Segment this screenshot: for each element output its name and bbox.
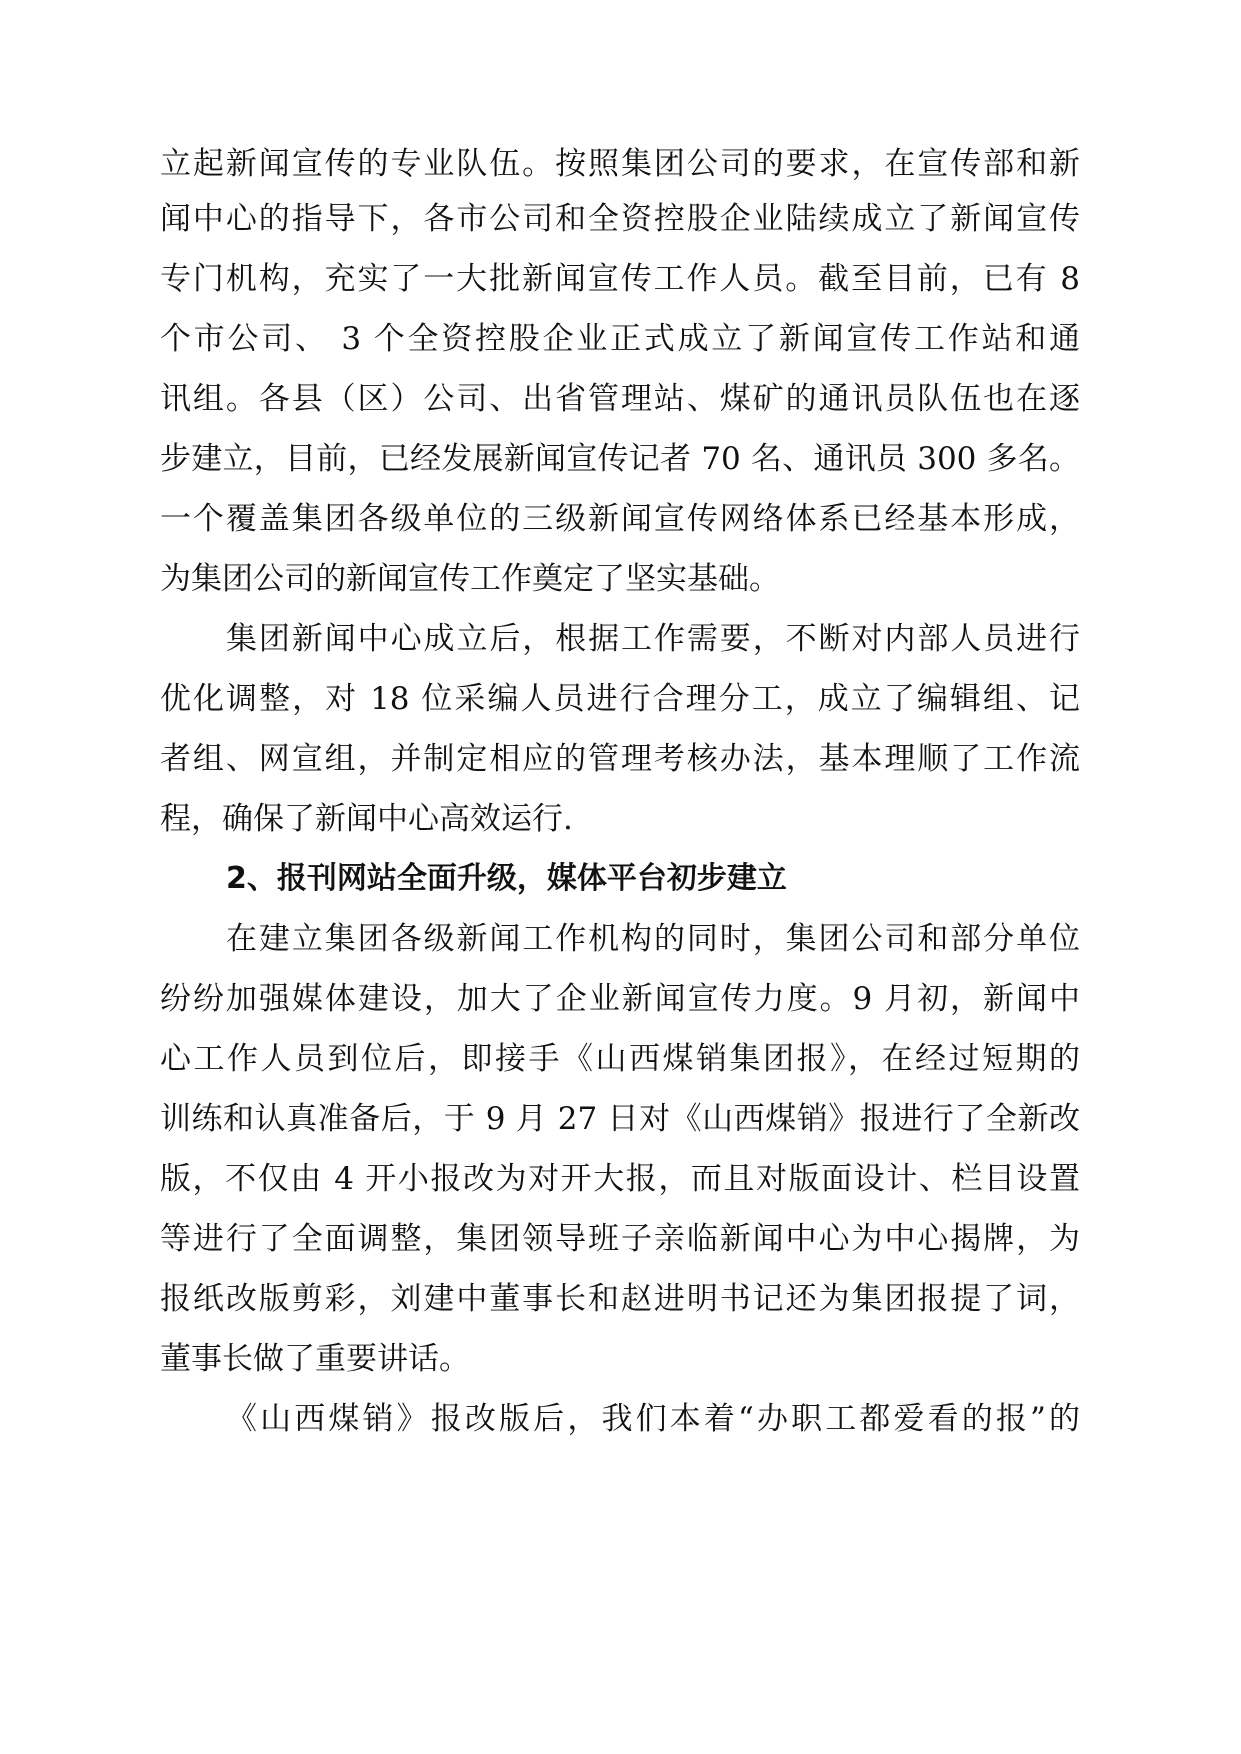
paragraph-line: 在建立集团各级新闻工作机构的同时，集团公司和部分单位 (226, 921, 1080, 957)
paragraph-line: 讯组。各县（区）公司、出省管理站、煤矿的通讯员队伍也在逐 (160, 381, 1080, 417)
paragraph-line: 优化调整，对 18 位采编人员进行合理分工，成立了编辑组、记 (160, 681, 1080, 717)
paragraph-line: 个市公司、 3 个全资控股企业正式成立了新闻宣传工作站和通 (160, 321, 1080, 357)
paragraph-line: 一个覆盖集团各级单位的三级新闻宣传网络体系已经基本形成， (160, 501, 1080, 537)
paragraph-line: 专门机构，充实了一大批新闻宣传工作人员。截至目前，已有 8 (160, 261, 1080, 297)
paragraph-line: 程，确保了新闻中心高效运行. (160, 801, 573, 837)
paragraph-line: 为集团公司的新闻宣传工作奠定了坚实基础。 (160, 561, 780, 597)
paragraph-line: 等进行了全面调整，集团领导班子亲临新闻中心为中心揭牌，为 (160, 1221, 1080, 1257)
paragraph-line: 董事长做了重要讲话。 (160, 1341, 470, 1377)
paragraph-line: 心工作人员到位后，即接手《山西煤销集团报》，在经过短期的 (160, 1041, 1080, 1077)
paragraph-line: 集团新闻中心成立后，根据工作需要，不断对内部人员进行 (226, 621, 1080, 657)
paragraph-line: 立起新闻宣传的专业队伍。按照集团公司的要求，在宣传部和新 (160, 146, 1080, 182)
paragraph-line: 训练和认真准备后，于 9 月 27 日对《山西煤销》报进行了全新改 (160, 1101, 1080, 1137)
paragraph-line: 步建立，目前，已经发展新闻宣传记者 70 名、通讯员 300 多名。 (160, 441, 1080, 477)
paragraph-line: 《山西煤销》报改版后，我们本着“办职工都爱看的报”的 (226, 1401, 1080, 1437)
paragraph-line: 者组、网宣组，并制定相应的管理考核办法，基本理顺了工作流 (160, 741, 1080, 777)
paragraph-line: 报纸改版剪彩，刘建中董事长和赵进明书记还为集团报提了词， (160, 1281, 1080, 1317)
paragraph-line: 闻中心的指导下，各市公司和全资控股企业陆续成立了新闻宣传 (160, 201, 1080, 237)
paragraph-line: 版，不仅由 4 开小报改为对开大报，而且对版面设计、栏目设置 (160, 1161, 1080, 1197)
section-heading: 2、报刊网站全面升级，媒体平台初步建立 (226, 861, 787, 896)
paragraph-line: 纷纷加强媒体建设，加大了企业新闻宣传力度。9 月初，新闻中 (160, 981, 1080, 1017)
